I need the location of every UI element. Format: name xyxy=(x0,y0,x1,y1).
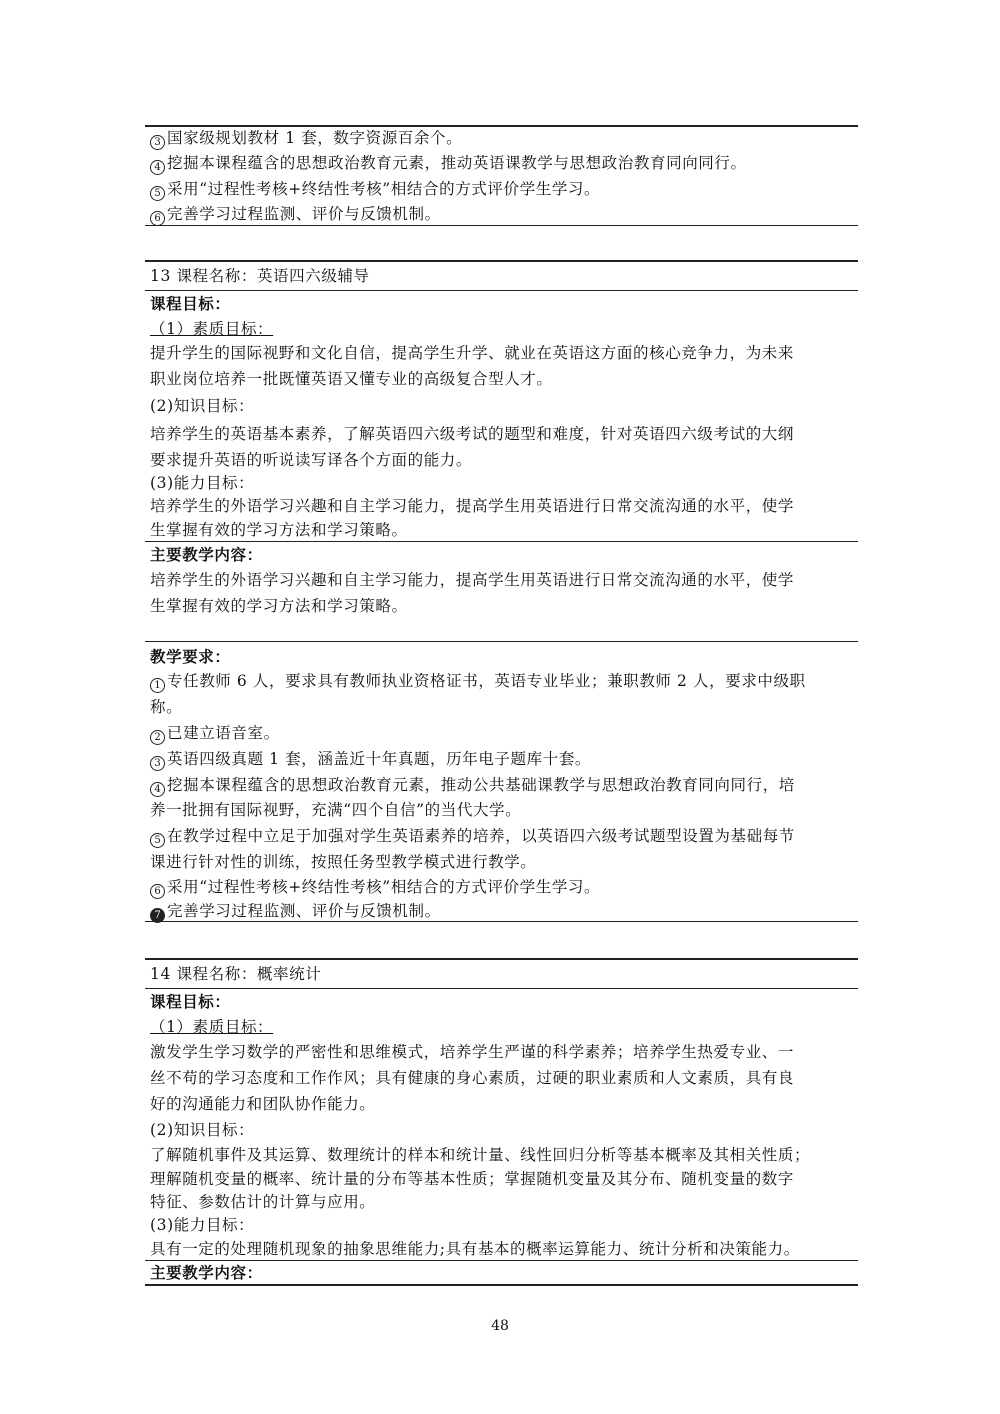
goals-label: 课程目标： xyxy=(150,992,231,1011)
course-title: 14 课程名称：概率统计 xyxy=(150,965,322,983)
row-rule xyxy=(145,641,858,642)
list-item: 4 挖掘本课程蕴含的思想政治教育元素，推动英语课教学与思想政治教育同向同行。 xyxy=(150,153,850,175)
list-item: 4 挖掘本课程蕴含的思想政治教育元素，推动公共基础课教学与思想政治教育同向同行，培 xyxy=(150,775,850,797)
table-top-rule xyxy=(145,958,858,960)
paragraph-line: 生掌握有效的学习方法和学习策略。 xyxy=(150,521,408,539)
circled-number: 3 xyxy=(150,135,165,150)
list-item: 3 国家级规划教材 1 套，数字资源百余个。 xyxy=(150,128,850,150)
list-item: 5 采用“过程性考核+终结性考核”相结合的方式评价学生学习。 xyxy=(150,179,850,201)
row-rule xyxy=(145,988,858,989)
circled-number: 2 xyxy=(150,730,165,745)
paragraph-line: 特征、参数估计的计算与应用。 xyxy=(150,1193,376,1211)
list-item-continued: 课进行针对性的训练，按照任务型教学模式进行教学。 xyxy=(150,853,537,871)
circled-number: 1 xyxy=(150,678,165,693)
row-rule xyxy=(145,1260,858,1261)
ability-goal-label: (3)能力目标： xyxy=(150,474,255,492)
course-title: 13 课程名称：英语四六级辅导 xyxy=(150,267,370,285)
table-bottom-rule xyxy=(145,1284,858,1286)
list-item: 2 已建立语音室。 xyxy=(150,723,850,745)
top-table-rule xyxy=(145,125,858,127)
list-item: 7 完善学习过程监测、评价与反馈机制。 xyxy=(150,901,850,923)
row-rule xyxy=(145,541,858,542)
quality-goal-label: （1）素质目标： xyxy=(150,1018,274,1036)
ability-goal-label: (3)能力目标： xyxy=(150,1216,255,1234)
quality-goal-label: （1）素质目标： xyxy=(150,320,274,338)
circled-number: 6 xyxy=(150,884,165,899)
goals-label: 课程目标： xyxy=(150,294,231,313)
list-item: 6 采用“过程性考核+终结性考核”相结合的方式评价学生学习。 xyxy=(150,877,850,899)
list-item: 6 完善学习过程监测、评价与反馈机制。 xyxy=(150,204,850,226)
paragraph-line: 理解随机变量的概率、统计量的分布等基本性质；掌握随机变量及其分布、随机变量的数字 xyxy=(150,1170,795,1188)
paragraph-line: 要求提升英语的听说读写译各个方面的能力。 xyxy=(150,451,473,469)
circled-number: 6 xyxy=(150,211,165,226)
paragraph-line: 培养学生的外语学习兴趣和自主学习能力，提高学生用英语进行日常交流沟通的水平，使学 xyxy=(150,497,795,515)
circled-number: 5 xyxy=(150,186,165,201)
paragraph-line: 激发学生学习数学的严密性和思维模式，培养学生严谨的科学素养；培养学生热爱专业、一 xyxy=(150,1043,795,1061)
list-item-continued: 养一批拥有国际视野，充满“四个自信”的当代大学。 xyxy=(150,801,522,819)
knowledge-goal-label: (2)知识目标： xyxy=(150,1121,255,1139)
circled-number: 3 xyxy=(150,756,165,771)
circled-number: 4 xyxy=(150,160,165,175)
paragraph-line: 职业岗位培养一批既懂英语又懂专业的高级复合型人才。 xyxy=(150,370,553,388)
knowledge-goal-label: (2)知识目标： xyxy=(150,397,255,415)
circled-number: 5 xyxy=(150,833,165,848)
content-label: 主要教学内容： xyxy=(150,1263,263,1282)
table-top-rule xyxy=(145,260,858,262)
paragraph-line: 培养学生的外语学习兴趣和自主学习能力，提高学生用英语进行日常交流沟通的水平，使学 xyxy=(150,571,795,589)
paragraph-line: 好的沟通能力和团队协作能力。 xyxy=(150,1095,376,1113)
paragraph-line: 提升学生的国际视野和文化自信，提高学生升学、就业在英语这方面的核心竞争力，为未来 xyxy=(150,344,795,362)
paragraph-line: 具有一定的处理随机现象的抽象思维能力;具有基本的概率运算能力、统计分析和决策能力。 xyxy=(150,1240,800,1258)
list-item: 3 英语四级真题 1 套，涵盖近十年真题，历年电子题库十套。 xyxy=(150,749,850,771)
circled-number: 4 xyxy=(150,782,165,797)
requirements-label: 教学要求： xyxy=(150,647,231,666)
paragraph-line: 生掌握有效的学习方法和学习策略。 xyxy=(150,597,408,615)
list-item: 5 在教学过程中立足于加强对学生英语素养的培养，以英语四六级考试题型设置为基础每节 xyxy=(150,826,850,848)
page-number: 48 xyxy=(491,1318,509,1334)
list-item: 1 专任教师 6 人，要求具有教师执业资格证书，英语专业毕业；兼职教师 2 人，要求中级职 xyxy=(150,671,850,693)
table-bottom-rule xyxy=(145,225,858,226)
row-rule xyxy=(145,290,858,291)
paragraph-line: 培养学生的英语基本素养，了解英语四六级考试的题型和难度，针对英语四六级考试的大纲 xyxy=(150,425,795,443)
table-bottom-rule xyxy=(145,921,858,922)
content-label: 主要教学内容： xyxy=(150,545,263,564)
list-item-continued: 称。 xyxy=(150,698,183,716)
circled-number: 7 xyxy=(150,908,165,923)
paragraph-line: 了解随机事件及其运算、数理统计的样本和统计量、线性回归分析等基本概率及其相关性质； xyxy=(150,1146,811,1164)
paragraph-line: 丝不苟的学习态度和工作作风；具有健康的身心素质，过硬的职业素质和人文素质，具有良 xyxy=(150,1069,795,1087)
